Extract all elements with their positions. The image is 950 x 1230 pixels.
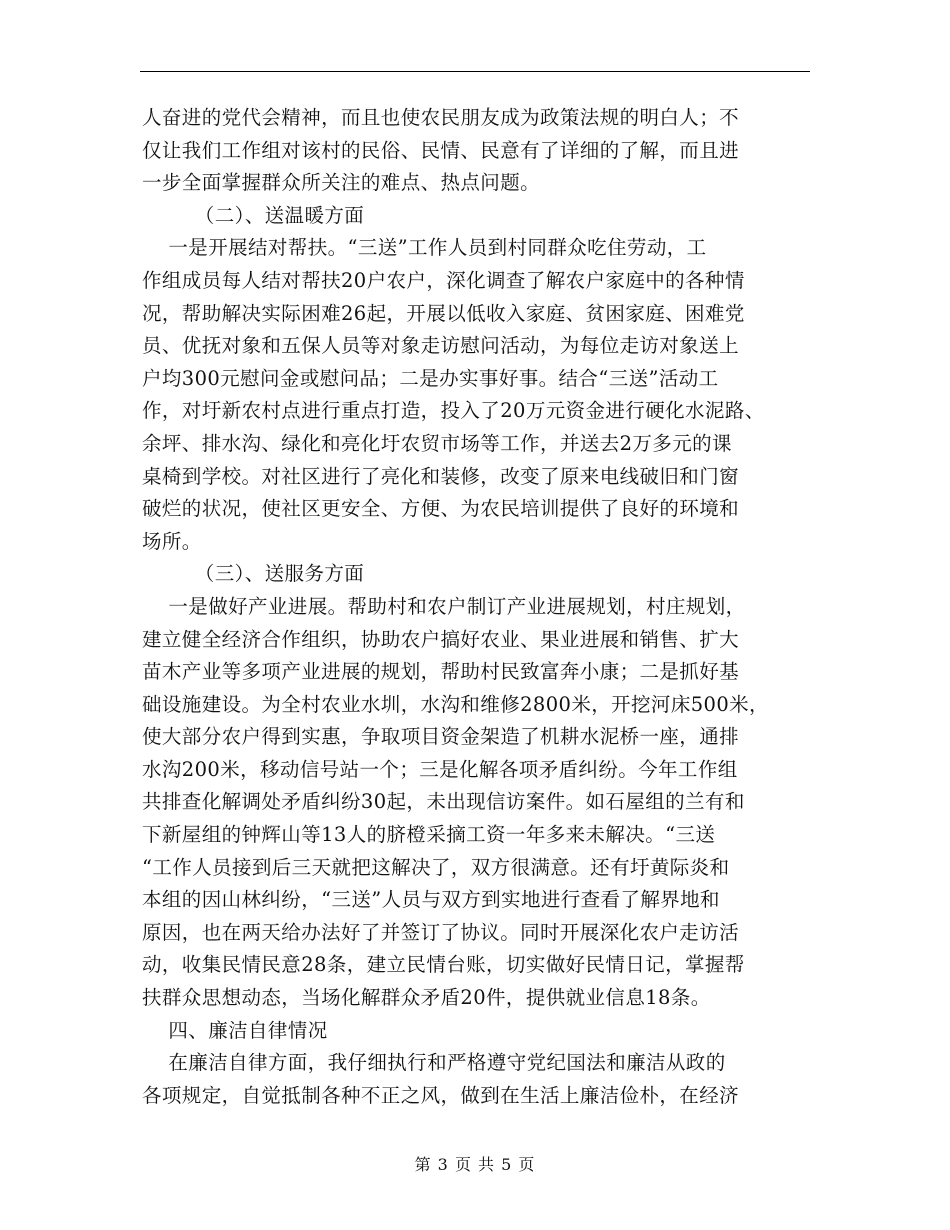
text-line: 况，帮助解决实际困难26起，开展以低收入家庭、贫困家庭、困难党 <box>142 301 745 325</box>
text-line: 共排查化解调处矛盾纠纷30起，未出现信访案件。如石屋组的兰有和 <box>142 790 745 814</box>
text-line: 员、优抚对象和五保人员等对象走访慰问活动，为每位走访对象送上 <box>142 334 740 358</box>
text-line: 本组的因山林纠纷，“三送”人员与双方到实地进行查看了解界地和 <box>142 888 720 912</box>
text-line: 一步全面掌握群众所关注的难点、热点问题。 <box>142 171 541 195</box>
text-line: “工作人员接到后三天就把这解决了，双方很满意。还有圩黄际炎和 <box>142 855 730 879</box>
text-line: 在廉洁自律方面，我仔细执行和严格遵守党纪国法和廉洁从政的 <box>142 1051 726 1075</box>
text-line: 苗木产业等多项产业进展的规划，帮助村民致富奔小康；二是抓好基 <box>142 660 740 684</box>
section-heading: （三）、送服务方面 <box>142 562 365 586</box>
text-line: 下新屋组的钟辉山等13人的脐橙采摘工资一年多来未解决。“三送 <box>142 823 716 847</box>
text-line: 场所。 <box>142 529 202 553</box>
text-line: 一是做好产业进展。帮助村和农户制订产业进展规划，村庄规划， <box>142 594 746 618</box>
text-line: 破烂的状况，使社区更安全、方便、为农民培训提供了良好的环境和 <box>142 497 740 521</box>
text-line: 水沟200米，移动信号站一个；三是化解各项矛盾纠纷。今年工作组 <box>142 757 738 781</box>
text-line: 各项规定，自觉抵制各种不正之风，做到在生活上廉洁俭朴，在经济 <box>142 1083 740 1107</box>
text-line: 建立健全经济合作组织，协助农户搞好农业、果业进展和销售、扩大 <box>142 627 740 651</box>
text-line: 仅让我们工作组对该村的民俗、民情、民意有了详细的了解，而且进 <box>142 138 740 162</box>
document-body <box>142 102 842 1112</box>
text-line: 动，收集民情民意28条，建立民情台账，切实做好民情日记，掌握帮 <box>142 953 745 977</box>
text-line: 础设施建设。为全村农业水圳，水沟和维修2800米，开挖河床500米， <box>142 692 769 716</box>
section-heading: 四、廉洁自律情况 <box>142 1018 328 1042</box>
section-heading: （二）、送温暖方面 <box>142 203 365 227</box>
header-rule <box>140 71 810 72</box>
text-line: 使大部分农户得到实惠，争取项目资金架造了机耕水泥桥一座，通排 <box>142 725 740 749</box>
text-line: 作组成员每人结对帮扶20户农户，深化调查了解农户家庭中的各种情 <box>142 268 745 292</box>
text-line: 作，对圩新农村点进行重点打造，投入了20万元资金进行硬化水泥路、 <box>142 399 765 423</box>
text-line: 人奋进的党代会精神，而且也使农民朋友成为政策法规的明白人；不 <box>142 106 740 129</box>
page-footer: 第 3 页 共 5 页 <box>414 1155 536 1174</box>
text-line: 扶群众思想动态，当场化解群众矛盾20件，提供就业信息18条。 <box>142 986 711 1010</box>
text-line: 一是开展结对帮扶。“三送”工作人员到村同群众吃住劳动，工 <box>142 236 707 260</box>
text-line: 户均300元慰问金或慰问品；二是办实事好事。结合“三送”活动工 <box>142 366 719 390</box>
text-line: 原因，也在两天给办法好了并签订了协议。同时开展深化农户走访活 <box>142 920 740 944</box>
text-line: 桌椅到学校。对社区进行了亮化和装修，改变了原来电线破旧和门窗 <box>142 464 740 488</box>
text-line: 余坪、排水沟、绿化和亮化圩农贸市场等工作，并送去2万多元的课 <box>142 431 732 455</box>
